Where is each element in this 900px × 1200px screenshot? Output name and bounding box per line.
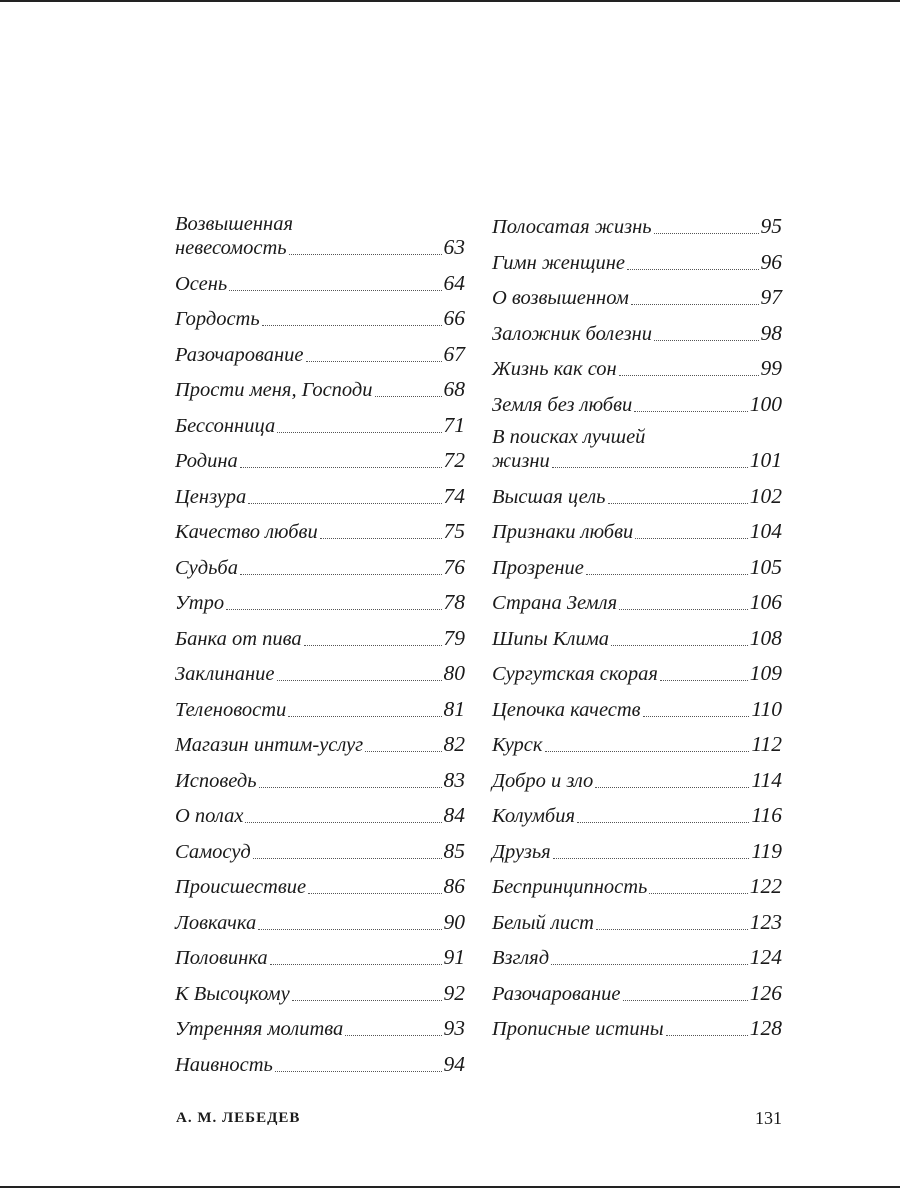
toc-entry bbox=[492, 285, 782, 310]
dot-leader bbox=[262, 325, 442, 326]
dot-leader bbox=[289, 254, 442, 255]
toc-entry bbox=[175, 1052, 465, 1077]
toc-entry-page: 74 bbox=[443, 483, 465, 508]
dot-leader bbox=[288, 716, 441, 717]
toc-entry-page: 122 bbox=[749, 874, 782, 898]
toc-entry bbox=[175, 626, 465, 651]
dot-leader bbox=[226, 609, 441, 610]
toc-entry-page: 71 bbox=[443, 412, 465, 437]
toc-entry bbox=[175, 448, 465, 473]
toc-entry bbox=[175, 1016, 465, 1041]
toc-entry-page: 78 bbox=[443, 590, 465, 614]
toc-entry-title: Белый лист bbox=[492, 911, 594, 934]
dot-leader bbox=[649, 893, 747, 894]
toc-entry bbox=[175, 342, 465, 367]
toc-entry bbox=[175, 306, 465, 331]
toc-entry bbox=[492, 214, 782, 239]
toc-entry bbox=[175, 981, 465, 1006]
toc-entry-title: Половинка bbox=[175, 947, 268, 969]
toc-entry bbox=[492, 427, 782, 473]
toc-entry-title: Теленовости bbox=[175, 698, 287, 721]
dot-leader bbox=[545, 751, 750, 752]
toc-entry-page: 128 bbox=[749, 1016, 782, 1040]
toc-entry-page: 106 bbox=[749, 590, 782, 614]
dot-leader bbox=[553, 858, 750, 859]
dot-leader bbox=[375, 396, 442, 397]
dot-leader bbox=[608, 503, 748, 504]
dot-leader bbox=[275, 1071, 442, 1072]
toc-entry bbox=[175, 590, 465, 615]
toc-entry-page: 124 bbox=[749, 945, 782, 969]
toc-entry-page: 110 bbox=[751, 696, 782, 721]
bottom-border bbox=[0, 1186, 900, 1188]
toc-entry-title: Происшествие bbox=[175, 876, 307, 898]
toc-entry-page: 119 bbox=[751, 838, 782, 863]
toc-entry bbox=[492, 356, 782, 381]
toc-entry-title: Друзья bbox=[492, 840, 551, 863]
dot-leader bbox=[631, 304, 759, 305]
toc-entry bbox=[175, 214, 465, 260]
dot-leader bbox=[551, 964, 748, 965]
toc-entry-title: Разочарование bbox=[492, 982, 621, 1005]
toc-entry-title: Добро и зло bbox=[492, 769, 594, 792]
toc-entry-title: Прозрение bbox=[492, 556, 584, 579]
toc-entry-title: Судьба bbox=[175, 556, 238, 579]
toc-entry bbox=[492, 697, 782, 722]
toc-entry-title: Полосатая жизнь bbox=[492, 216, 652, 238]
toc-entry-page: 93 bbox=[443, 1016, 465, 1040]
toc-entry-title: Беспринципность bbox=[492, 876, 648, 898]
toc-entry-page: 126 bbox=[749, 980, 782, 1005]
toc-entry-title: Колумбия bbox=[492, 805, 576, 827]
toc-entry-page: 84 bbox=[443, 803, 465, 827]
toc-entry-page: 94 bbox=[443, 1051, 465, 1076]
toc-entry-title: Земля без любви bbox=[492, 393, 633, 416]
toc-entry-page: 91 bbox=[443, 945, 465, 969]
toc-entry-title: Гимн женщине bbox=[492, 251, 625, 274]
toc-entry-title: Заклинание bbox=[175, 663, 275, 685]
toc-entry-title: Заложник болезни bbox=[492, 322, 653, 345]
dot-leader bbox=[245, 822, 441, 823]
toc-entry-page: 68 bbox=[443, 377, 465, 401]
toc-entry bbox=[492, 732, 782, 757]
toc-entry-title-line1: В поисках лучшей bbox=[492, 426, 646, 448]
toc-entry bbox=[492, 555, 782, 580]
dot-leader bbox=[365, 751, 441, 752]
dot-leader bbox=[623, 1000, 748, 1001]
toc-entry bbox=[492, 981, 782, 1006]
toc-entry-page: 92 bbox=[443, 980, 465, 1005]
toc-entry-page: 86 bbox=[443, 874, 465, 898]
toc-entry bbox=[175, 413, 465, 438]
toc-entry-page: 76 bbox=[443, 554, 465, 579]
toc-entry-page: 90 bbox=[443, 909, 465, 934]
toc-entry bbox=[175, 732, 465, 757]
toc-entry-page: 108 bbox=[749, 625, 782, 650]
toc-entry bbox=[492, 321, 782, 346]
toc-entry-page: 97 bbox=[760, 285, 782, 309]
toc-entry-page: 81 bbox=[443, 696, 465, 721]
toc-entry-title: Жизнь как сон bbox=[492, 358, 617, 380]
toc-entry bbox=[492, 803, 782, 828]
toc-entry-title: Признаки любви bbox=[492, 521, 634, 543]
toc-entry-title: Самосуд bbox=[175, 840, 251, 863]
toc-entry-title: Взгляд bbox=[492, 947, 550, 969]
toc-entry-title: Курск bbox=[492, 734, 543, 756]
toc-entry-page: 66 bbox=[443, 306, 465, 330]
toc-entry bbox=[175, 484, 465, 509]
author-name: А. М. ЛЕБЕДЕВ bbox=[176, 1110, 301, 1126]
toc-entry-title: Цензура bbox=[175, 485, 247, 508]
toc-entry-title: Исповедь bbox=[175, 769, 257, 792]
toc-entry-page: 95 bbox=[760, 214, 782, 238]
dot-leader bbox=[320, 538, 442, 539]
dot-leader bbox=[248, 503, 441, 504]
toc-entry-title: О возвышенном bbox=[492, 287, 629, 309]
toc-entry bbox=[175, 945, 465, 970]
toc-entry-title: Качество любви bbox=[175, 521, 318, 543]
top-border bbox=[0, 0, 900, 2]
toc-entry-title: Высшая цель bbox=[492, 485, 606, 508]
dot-leader bbox=[596, 929, 748, 930]
toc-entry-page: 75 bbox=[443, 519, 465, 543]
toc-entry-title: Прости меня, Господи bbox=[175, 379, 373, 401]
toc-entry-title: Страна Земля bbox=[492, 592, 618, 614]
toc-entry-title: Осень bbox=[175, 272, 228, 295]
toc-entry-title: невесомость bbox=[175, 237, 287, 259]
dot-leader bbox=[258, 929, 441, 930]
toc-entry-title: Цепочка качеств bbox=[492, 698, 641, 721]
toc-entry-title: Утренняя молитва bbox=[175, 1018, 344, 1040]
toc-entry-title: жизни bbox=[492, 450, 550, 472]
dot-leader bbox=[654, 340, 758, 341]
dot-leader bbox=[635, 538, 747, 539]
toc-entry bbox=[492, 768, 782, 793]
toc-entry-page: 85 bbox=[443, 838, 465, 863]
dot-leader bbox=[240, 574, 442, 575]
dot-leader bbox=[229, 290, 441, 291]
dot-leader bbox=[253, 858, 442, 859]
toc-entry bbox=[492, 626, 782, 651]
toc-entry-title: Прописные истины bbox=[492, 1018, 664, 1040]
toc-entry-page: 96 bbox=[760, 249, 782, 274]
toc-entry bbox=[492, 250, 782, 275]
toc-entry-page: 79 bbox=[443, 625, 465, 650]
toc-entry-title: Бессонница bbox=[175, 414, 276, 437]
toc-entry-page: 109 bbox=[749, 661, 782, 685]
toc-entry-page: 123 bbox=[749, 909, 782, 934]
dot-leader bbox=[627, 269, 759, 270]
toc-entry bbox=[175, 910, 465, 935]
toc-entry-title: Утро bbox=[175, 592, 225, 614]
toc-entry-page: 98 bbox=[760, 320, 782, 345]
toc-entry-title: О полах bbox=[175, 805, 244, 827]
toc-entry-page: 104 bbox=[749, 519, 782, 543]
dot-leader bbox=[304, 645, 442, 646]
toc-entry bbox=[175, 768, 465, 793]
dot-leader bbox=[259, 787, 442, 788]
dot-leader bbox=[277, 432, 441, 433]
dot-leader bbox=[619, 609, 748, 610]
toc-entry-title: Сургутская скорая bbox=[492, 663, 658, 685]
dot-leader bbox=[666, 1035, 748, 1036]
toc-entry-title: Ловкачка bbox=[175, 911, 257, 934]
dot-leader bbox=[634, 411, 747, 412]
toc-entry bbox=[175, 519, 465, 544]
toc-entry-title: Шипы Клима bbox=[492, 627, 610, 650]
toc-entry-page: 63 bbox=[443, 235, 465, 259]
toc-entry-page: 116 bbox=[751, 803, 782, 827]
toc-entry-title-line1: Возвышенная bbox=[175, 213, 293, 235]
dot-leader bbox=[611, 645, 748, 646]
toc-entry-page: 101 bbox=[749, 448, 782, 472]
dot-leader bbox=[595, 787, 749, 788]
dot-leader bbox=[643, 716, 750, 717]
toc-entry-page: 99 bbox=[760, 356, 782, 380]
toc-entry bbox=[492, 590, 782, 615]
toc-entry-title: К Высоцкому bbox=[175, 982, 290, 1005]
toc-entry-title: Родина bbox=[175, 450, 238, 472]
dot-leader bbox=[660, 680, 748, 681]
toc-entry-page: 114 bbox=[751, 767, 782, 792]
page-number: 131 bbox=[755, 1108, 782, 1128]
dot-leader bbox=[277, 680, 442, 681]
toc-entry bbox=[175, 839, 465, 864]
toc-entry-page: 82 bbox=[443, 732, 465, 756]
toc-entry bbox=[175, 661, 465, 686]
toc-entry-page: 112 bbox=[751, 732, 782, 756]
toc-entry bbox=[175, 555, 465, 580]
dot-leader bbox=[654, 233, 759, 234]
dot-leader bbox=[577, 822, 749, 823]
toc-entry bbox=[492, 945, 782, 970]
dot-leader bbox=[586, 574, 748, 575]
toc-entry-title: Магазин интим-услуг bbox=[175, 734, 364, 756]
toc-entry bbox=[492, 910, 782, 935]
toc-entry bbox=[175, 803, 465, 828]
toc-entry-page: 67 bbox=[443, 341, 465, 366]
toc-entry bbox=[492, 874, 782, 899]
dot-leader bbox=[619, 375, 759, 376]
toc-entry-page: 102 bbox=[749, 483, 782, 508]
toc-column-left bbox=[175, 214, 465, 1087]
dot-leader bbox=[270, 964, 442, 965]
toc-entry bbox=[492, 839, 782, 864]
dot-leader bbox=[345, 1035, 441, 1036]
toc-entry bbox=[492, 519, 782, 544]
toc-entry-page: 105 bbox=[749, 554, 782, 579]
toc-entry-title: Банка от пива bbox=[175, 627, 302, 650]
toc-column-right bbox=[492, 214, 782, 1052]
toc-entry-page: 64 bbox=[443, 270, 465, 295]
dot-leader bbox=[306, 361, 442, 362]
dot-leader bbox=[552, 467, 748, 468]
toc-entry-page: 100 bbox=[749, 391, 782, 416]
toc-entry bbox=[492, 1016, 782, 1041]
toc-entry bbox=[175, 874, 465, 899]
toc-entry-page: 72 bbox=[443, 448, 465, 472]
toc-entry bbox=[492, 392, 782, 417]
toc-entry-title: Наивность bbox=[175, 1053, 273, 1076]
toc-entry-title: Разочарование bbox=[175, 343, 304, 366]
dot-leader bbox=[292, 1000, 442, 1001]
dot-leader bbox=[308, 893, 441, 894]
toc-entry-page: 80 bbox=[443, 661, 465, 685]
toc-entry bbox=[492, 661, 782, 686]
toc-entry-title: Гордость bbox=[175, 308, 260, 330]
dot-leader bbox=[240, 467, 442, 468]
toc-entry bbox=[175, 271, 465, 296]
toc-entry-page: 83 bbox=[443, 767, 465, 792]
toc-entry bbox=[175, 697, 465, 722]
toc-entry bbox=[492, 484, 782, 509]
toc-entry bbox=[175, 377, 465, 402]
